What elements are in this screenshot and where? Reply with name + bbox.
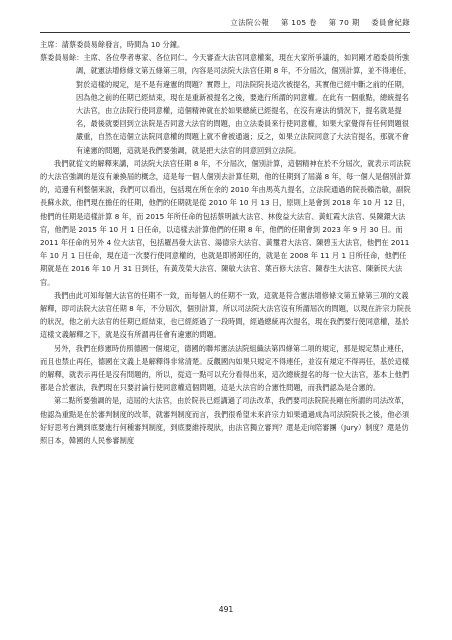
volume-number: 第 105 卷 [280,18,317,27]
speaker-label: 蔡委員易餘： [40,53,84,63]
paragraph-text: 第二點所要強調的是，這屆的大法官，由於院長已經講過了司法改革，我們要司法院院長剛在所謂的司法改革，他認為重點是在於審判制度的改革，就審判制度而言，我們很希望未來許宗力如果通過成為司法院院長之後，他必須好好思考台灣到底要進行何種審判制度，到底要維持現狀，由法官獨立審判？還是走向陪審團（Jury）制度？還是仿照日本，韓國的人民參審制度 [40,396,410,446]
page-number: 491 [218,605,234,614]
speaker-label: 主席： [40,40,62,49]
paragraph-legislator [40,51,412,157]
document-body [40,38,412,447]
paragraph-text: 我們由此可知每個大法官的任期不一致，而每個人的任期不一致，這就是符合憲法增修條文第五條第三項的文義解釋，即司法院大法官任期 8 年，不分屆次，個別計算，所以司法院大法官沒有所謂屆次的問題，以現在許宗力院長的狀況，他之前大法官的任期已經結束，也已經經過了一段時間，經過總統再次提名，現在我們要行使同意權，基於這樣文義解釋之下，就是沒有所謂再任會有違憲的問題。 [40,290,412,340]
paragraph [40,289,412,342]
paragraph-text: 另外，我們在修憲時仿照德國一個規定，德國的聯邦憲法法院組織法第四條第二項的規定，那是規定禁止連任，而且也禁止再任，德國在文義上是解釋得非常清楚。反觀國內如果只規定不得連任，並沒有規定不得再任，基於這樣的解釋，就表示再任是沒有問題的，所以，從這一點可以充分看得出來，這次總統提名的每一位大法官，基本上他們都是合於憲法，我們現在只要討論行使同意權這個問題，這是大法官的合憲性問題，而我們認為是合憲的。 [40,343,410,393]
page-header [40,17,410,29]
section-title: 委員會紀錄 [371,18,410,27]
paragraph [40,342,412,395]
paragraph-chair [40,38,412,51]
paragraph-text: 請蔡委員易餘發言，時間為 10 分鐘。 [61,40,185,49]
paragraph [40,394,412,447]
journal-title: 立法院公報 [230,18,270,27]
header-rule [40,32,410,33]
paragraph [40,157,412,289]
issue-number: 第 70 期 [328,18,360,27]
paragraph-text: 主席、各位學者專家、各位同仁。今天審查大法官同意權案，現在大家所爭議的，如同剛才趙委員所強調，就憲法增修條文第五條第三項，內容是司法院大法官任期 8 年，不分屆次，個別計算，並不得連任，對於這樣的規定，是不是有違憲的問題？實際上，司法院院長這次被提名，其實他已經中斷之前的任期，因為他之前的任期已經結束，現在是重新被提名之後，要進行所謂的同意權。在此有一個重點，總統提名大法官，由立法院行使同意權，這個精神就在於如果總統已經提名，在沒有違法的情況下，提名就是提名，最後就要回到立法院是否同意大法官的問題，由立法委員來行使同意權，如果大家覺得有任何問題很嚴重，自然在這個立法院同意權的問題上就不會被通過；反之，如果立法院同意了大法官提名，那就不會有違憲的問題，這就是我們要強調，就是把大法官的同意回到立法院。 [76,53,411,155]
paragraph-text: 我們就從文的解釋來講，司法院大法官任期 8 年，不分屆次，個別計算，這個精神在於不分屆次，就表示司法院的大法官強調的是沒有兼換屆的概念，這是每一個人個別去計算任期，他的任期到了屆滿 8 年，每一個人是個別計算的，這邊有利整個來說，我們可以看出，包括現在所在余的 2010 年由馬英九提名，立法院通過的院長賴浩敏，副院長蘇永欽，他們現在擔任的任期，他們的任期就是從 2010 年 10 月 13 日，原則上是會到 2018 年 10 月 12 日，他們的任期是這樣計算 8 年，而 2015 年所任命的包括蔡明誠大法官、林俊益大法官、黃虹霞大法官、吳陳鐶大法官，他們是 2015 年 10 月 1 日任命，以這樣去計算他們的任期 8 年，他們的任期會到 2023 年 9 月 30 日。而 2011 年任命的另外 4 位大法官，包括羅昌發大法官、湯德宗大法官、黃璽君大法官、陳碧玉大法官，他們在 2011 年 10 月 1 日任命，現在這一次要行使同意權的，也就是即將卸任的，就是在 2008 年 11 月 1 日所任命，他們任期就是在 2016 年 10 月 31 日到任，有黃茂榮大法官、陳敏大法官、葉百修大法官、陳春生大法官、陳新民大法官。 [40,158,412,287]
